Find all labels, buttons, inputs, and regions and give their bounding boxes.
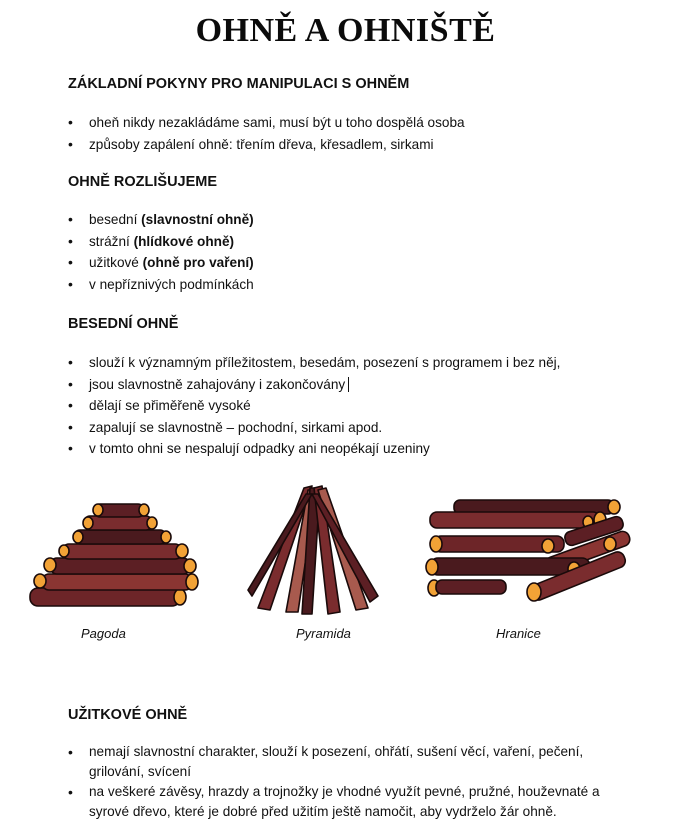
list-item: • strážní (hlídkové ohně) bbox=[68, 231, 254, 253]
pyramid-fire-icon bbox=[246, 484, 388, 618]
list-item: • nemají slavnostní charakter, slouží k posezení, ohřátí, sušení věcí, vaření, pečení, grilování, svícení bbox=[68, 742, 628, 782]
log-cabin-caption: Hranice bbox=[496, 626, 541, 641]
section-heading-fire-types: OHNĚ ROZLIŠUJEME bbox=[68, 174, 218, 190]
list-item: • jsou slavnostně zahajovány i zakončovány bbox=[68, 374, 560, 396]
pagoda-caption: Pagoda bbox=[81, 626, 126, 641]
log-cabin-fire-icon bbox=[424, 496, 640, 612]
list-item: • v nepříznivých podmínkách bbox=[68, 274, 254, 296]
fire-types-list bbox=[68, 209, 254, 295]
list-item: • dělají se přiměřeně vysoké bbox=[68, 395, 560, 417]
section-heading-utility-fires: UŽITKOVÉ OHNĚ bbox=[68, 707, 188, 723]
section-heading-social-fires: BESEDNÍ OHNĚ bbox=[68, 316, 179, 332]
social-fires-list bbox=[68, 352, 560, 460]
list-item: • besední (slavnostní ohně) bbox=[68, 209, 254, 231]
text-cursor bbox=[348, 377, 349, 392]
list-item: • užitkové (ohně pro vaření) bbox=[68, 252, 254, 274]
list-item: • slouží k významným příležitostem, besedám, posezení s programem i bez něj, bbox=[68, 352, 560, 374]
list-item: • v tomto ohni se nespalují odpadky ani neopékají uzeniny bbox=[68, 438, 560, 460]
list-item: • způsoby zapálení ohně: třením dřeva, křesadlem, sirkami bbox=[68, 134, 465, 156]
basic-rules-list bbox=[68, 112, 465, 155]
list-item: • zapalují se slavnostně – pochodní, sirkami apod. bbox=[68, 417, 560, 439]
page-title: OHNĚ A OHNIŠTĚ bbox=[195, 12, 496, 49]
section-heading-basic-rules: ZÁKLADNÍ POKYNY PRO MANIPULACI S OHNĚM bbox=[68, 76, 410, 92]
utility-fires-list bbox=[68, 742, 628, 822]
pyramid-caption: Pyramida bbox=[296, 626, 351, 641]
pagoda-fire-icon bbox=[22, 500, 204, 620]
list-item: • na veškeré závěsy, hrazdy a trojnožky je vhodné využít pevné, pružné, houževnaté a syrové dřevo, které je dobré před užitím ještě namočit, aby vydrželo žár ohně. bbox=[68, 782, 628, 822]
list-item: • oheň nikdy nezakládáme sami, musí být u toho dospělá osoba bbox=[68, 112, 465, 134]
